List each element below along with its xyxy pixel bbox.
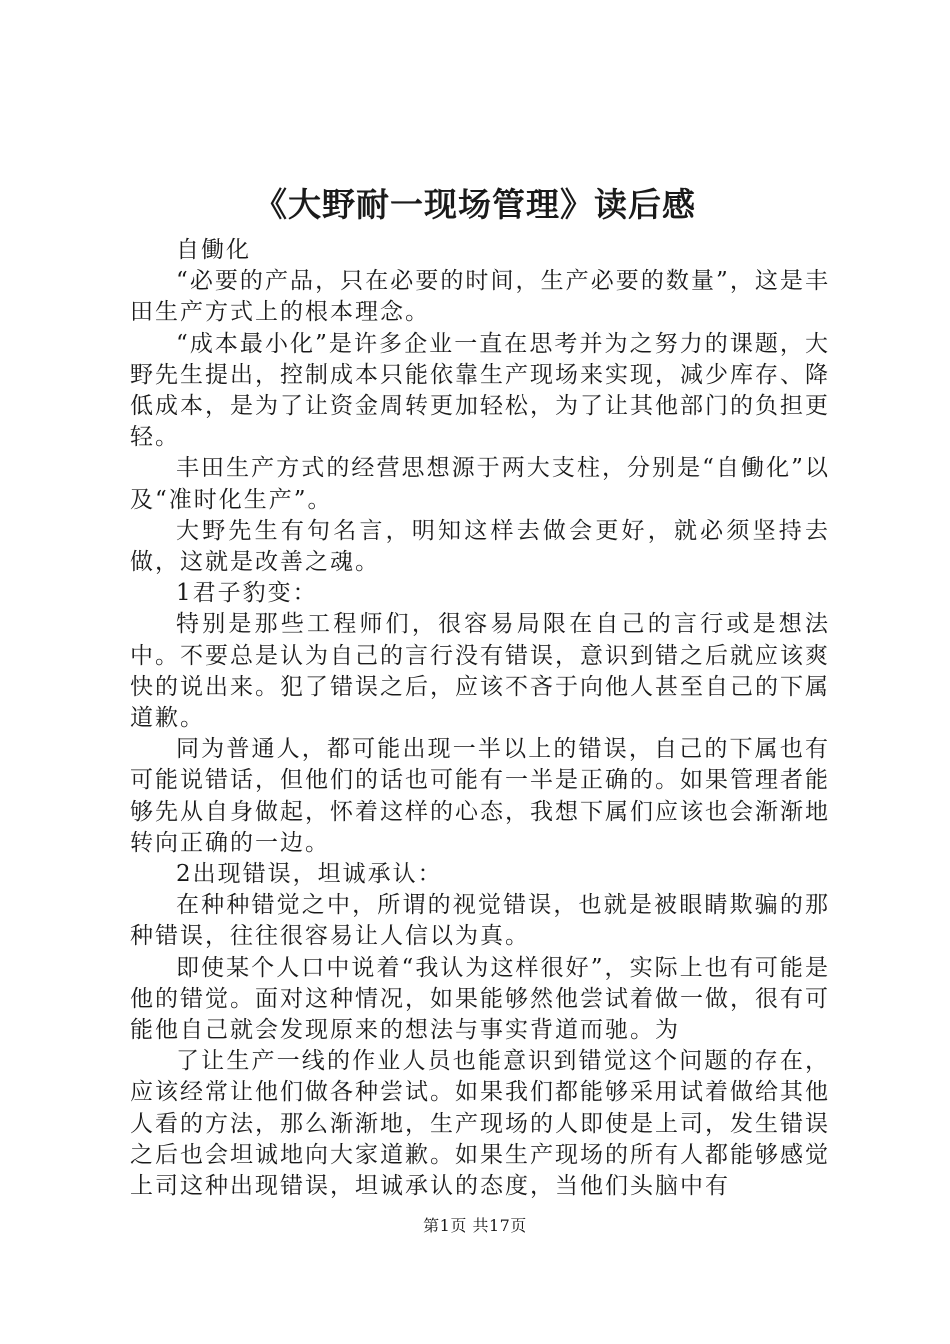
paragraph: 即使某个人口中说着“我认为这样很好”，实际上也有可能是他的错觉。面对这种情况，如果能够然他尝试着做一做，很有可能他自己就会发现原来的想法与事实背道而驰。为 [130,954,830,1044]
page-footer: 第1页 共17页 [423,1216,527,1235]
paragraph: 特别是那些工程师们，很容易局限在自己的言行或是想法中。不要总是认为自己的言行没有错误，意识到错之后就应该爽快的说出来。犯了错误之后，应该不吝于向他人甚至自己的下属道歉。 [130,611,830,732]
paragraph: “必要的产品，只在必要的时间，生产必要的数量”，这是丰田生产方式上的根本理念。 [130,268,830,326]
paragraph: “成本最小化”是许多企业一直在思考并为之努力的课题，大野先生提出，控制成本只能依靠生产现场来实现，减少库存、降低成本，是为了让资金周转更加轻松，为了让其他部门的负担更轻。 [130,330,830,451]
document-body [130,235,830,1202]
paragraph: 大野先生有句名言，明知这样去做会更好，就必须坚持去做，这就是改善之魂。 [130,517,830,576]
section-heading: 2出现错误，坦诚承认： [176,861,443,888]
paragraph: 自働化 [176,237,251,263]
document-title: 《大野耐一现场管理》读后感 [254,185,696,224]
paragraph: 了让生产一线的作业人员也能意识到错觉这个问题的存在，应该经常让他们做各种尝试。如果我们都能够采用试着做给其他人看的方法，那么渐渐地，生产现场的人即使是上司，发生错误之后也会坦诚地向大家道歉。如果生产现场的所有人都能够感觉上司这种出现错误，坦诚承认的态度，当他们头脑中有 [130,1048,830,1200]
paragraph: 在种种错觉之中，所谓的视觉错误，也就是被眼睛欺骗的那种错误，往往很容易让人信以为真。 [130,892,830,950]
section-heading: 1君子豹变： [176,580,318,607]
paragraph: 同为普通人，都可能出现一半以上的错误，自己的下属也有可能说错话，但他们的话也可能有一半是正确的。如果管理者能够先从自身做起，怀着这样的心态，我想下属们应该也会渐渐地转向正确的一边。 [130,736,830,856]
paragraph: 丰田生产方式的经营思想源于两大支柱，分别是“自働化”以及“准时化生产”。 [130,455,830,513]
